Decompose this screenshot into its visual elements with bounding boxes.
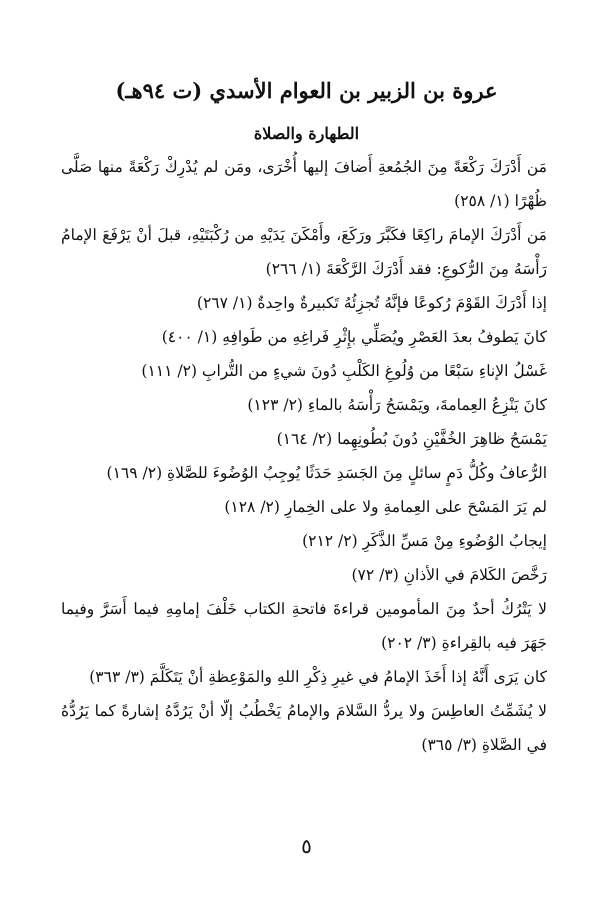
list-item: لا يَتْرُكُ أحدٌ مِنَ المأمومين قراءةَ فاتحةِ الكتاب خَلْفَ إمامِهِ فيما أَسَرَّ وفيما جَهَرَ فيه بالقِراءةِ (٣/ ٢٠٢) [61,600,547,652]
list-item: رَخَّصَ الكَلامَ في الأذانِ (٣/ ٧٢) [351,566,547,584]
list-item: كانَ يَنْزِعُ العِمامةَ، ويَمْسَحُ رَأْسَهُ بالماءِ (٢/ ١٢٣) [247,396,547,414]
subsection-title: الطهارة والصلاة [253,124,360,143]
list-item: إذا أَدْرَكَ القَوْمَ رُكوعًا فإنَّهُ تُجزِئُهُ تَكبيرةٌ واحِدةٌ (١/ ٢٦٧) [196,294,547,312]
list-item: غَسْلُ الإناءِ سَبْعًا من وُلُوغِ الكَلْبِ دُونَ شيءٍ من التُّرابِ (٢/ ١١١) [141,362,547,380]
section-title: عروة بن الزبير بن العوام الأسدي (ت ٩٤هـ) [115,78,498,103]
list-item: مَن أَدْرَكَ الإمامَ راكِعًا فكَبَّرَ ورَكَعَ، وأَمْكَنَ يَدَيْهِ من رُكْبَتَيْهِ، قبلَ أنْ يَرْفَعَ الإمامُ رَأْسَهُ مِنَ الرُّكوعِ: فقد أَدْرَكَ الرَّكْعَةَ (١/ ٢٦٦) [61,226,547,278]
page-number: ٥ [301,834,312,858]
list-item: كانَ يَطوفُ بعدَ العَصْرِ ويُصَلِّي بإِثْرِ فَراغِهِ من طَوافِهِ (١/ ٤٠٠) [161,328,547,346]
list-item: إيجابُ الوُضُوءِ مِنْ مَسِّ الذَّكَرِ (٢/ ٢١٢) [302,532,547,550]
entries-list [61,150,547,762]
list-item: لم يَرَ المَسْحَ على العِمامةِ ولا على الخِمارِ (٢/ ١٢٨) [224,498,547,516]
list-item: يَمْسَحُ ظاهِرَ الخُفَّيْنِ دُونَ بُطُونِهِما (٢/ ١٦٤) [276,430,547,448]
list-item: كان يَرَى أَنَّهُ إذا أَخَذَ الإمامُ في غيرِ ذِكْرِ اللهِ والمَوْعِظةِ أنْ يَتَكَلَّمَ (٣/ ٣٦٣) [89,668,547,686]
list-item: لا يُشَمِّتُ العاطِسَ ولا يردُّ السَّلامَ والإمامُ يَخْطُبُ إلّا أنْ يَرُدَّهُ إشارةً كما يَرُدُّهُ في الصَّلاةِ (٣/ ٣٦٥) [61,702,547,754]
list-item: مَن أَدْرَكَ رَكْعَةً مِنَ الجُمُعةِ أَضافَ إليها أُخْرَى، ومَن لم يُدْرِكْ رَكْعَةً منها صَلَّى ظُهْرًا (١/ ٢٥٨) [61,158,547,210]
list-item: الرُّعافُ وكُلُّ دَمٍ سائلٍ مِنَ الجَسَدِ حَدَثًا يُوجِبُ الوُضُوءَ للصَّلاةِ (٢/ ١٦٩) [106,464,547,482]
